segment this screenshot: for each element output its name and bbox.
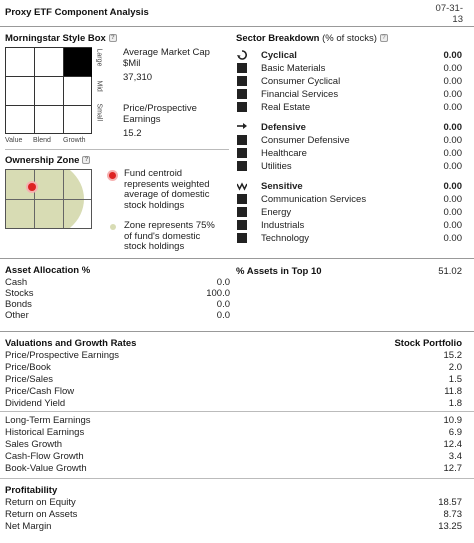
zone-legend-line: of fund's domestic	[124, 230, 201, 242]
sector-title-text: Sector Breakdown	[236, 33, 320, 44]
asset-cash-value: 0.0	[216, 277, 230, 288]
help-icon[interactable]: ?	[109, 34, 117, 42]
top10-label: % Assets in Top 10	[236, 266, 322, 277]
avg-market-cap-label2: $Mil	[123, 58, 141, 69]
section-divider	[0, 258, 474, 259]
avg-market-cap-label1: Average Market Cap	[123, 47, 210, 58]
grid-line	[34, 48, 35, 133]
valuation-row-value: 2.0	[448, 362, 462, 373]
growth-row-value: 12.7	[443, 463, 462, 474]
sector-industrials: Industrials	[261, 220, 305, 231]
valuation-row-label: Dividend Yield	[5, 398, 66, 409]
sector-communication-services: Communication Services	[261, 194, 367, 205]
zone-legend-line: Zone represents 75%	[124, 220, 215, 231]
grid-line	[6, 105, 91, 106]
bottom-label-value: Value	[5, 137, 23, 144]
section-divider	[0, 478, 474, 479]
profitability-title: Profitability	[5, 485, 58, 496]
style-box-filled-cell	[64, 48, 92, 77]
asset-cash-label: Cash	[5, 277, 28, 288]
valuation-row-label: Price/Cash Flow	[5, 386, 75, 397]
ownership-zone-title	[5, 155, 90, 166]
sector-financial-services: Financial Services	[261, 89, 339, 100]
sector-energy-value: 0.00	[443, 207, 462, 218]
sector-group-sensitive-value: 0.00	[443, 181, 462, 192]
sector-industrials-value: 0.00	[443, 220, 462, 231]
sector-subtitle: (% of stocks)	[322, 33, 377, 44]
help-icon[interactable]: ?	[380, 34, 388, 42]
valuation-row-value: 1.8	[448, 398, 462, 409]
avg-market-cap	[123, 47, 210, 83]
centroid-legend	[124, 169, 210, 211]
communication-services-icon	[237, 194, 247, 204]
top10-value: 51.02	[438, 266, 462, 277]
sector-basic-materials-value: 0.00	[443, 63, 462, 74]
style-box-grid	[5, 47, 92, 134]
sensitive-icon	[237, 181, 247, 191]
side-label-mid: Mid	[95, 80, 103, 92]
grid-line	[63, 48, 64, 133]
technology-icon	[237, 233, 247, 243]
profitability-row-value: 18.57	[438, 497, 462, 508]
sector-utilities: Utilities	[261, 161, 292, 172]
zone-legend-icon	[110, 224, 116, 230]
report-date-line2: 13	[452, 14, 463, 25]
help-icon[interactable]: ?	[82, 156, 90, 164]
defensive-icon	[237, 121, 247, 131]
centroid-legend-line: average of domestic	[124, 189, 210, 200]
sector-communication-services-value: 0.00	[443, 194, 462, 205]
avg-market-cap-value: 37,310	[123, 72, 153, 83]
valuation-row-value: 15.2	[443, 350, 462, 361]
bottom-label-growth: Growth	[63, 137, 86, 144]
style-box-title-text: Morningstar Style Box	[5, 33, 106, 44]
valuations-column-header: Stock Portfolio	[394, 338, 462, 349]
side-label-small: Small	[95, 103, 103, 122]
zone-legend-line: stock holdings	[124, 241, 185, 252]
sector-healthcare: Healthcare	[261, 148, 307, 159]
sector-real-estate: Real Estate	[261, 102, 311, 113]
profitability-row-label: Return on Equity	[5, 497, 76, 508]
zone-legend	[124, 221, 215, 253]
valuation-row-label: Price/Book	[5, 362, 51, 373]
growth-row-label: Sales Growth	[5, 439, 63, 450]
sector-group-defensive-value: 0.00	[443, 122, 462, 133]
pe-ratio-label2: Earnings	[123, 114, 161, 125]
profitability-row-value: 8.73	[443, 509, 462, 520]
basic-materials-icon	[237, 63, 247, 73]
side-label-large: Large	[95, 48, 103, 67]
asset-other-label: Other	[5, 310, 29, 321]
sector-technology-value: 0.00	[443, 233, 462, 244]
sector-consumer-cyclical-value: 0.00	[443, 76, 462, 87]
bottom-label-blend: Blend	[33, 137, 51, 144]
asset-stocks-value: 100.0	[206, 288, 230, 299]
sector-group-cyclical-value: 0.00	[443, 50, 462, 61]
consumer-cyclical-icon	[237, 76, 247, 86]
growth-row-label: Historical Earnings	[5, 427, 85, 438]
report-title: Proxy ETF Component Analysis	[5, 7, 149, 18]
growth-row-value: 6.9	[448, 427, 462, 438]
section-divider	[0, 331, 474, 332]
growth-row-value: 12.4	[443, 439, 462, 450]
valuations-title: Valuations and Growth Rates	[5, 338, 137, 349]
growth-row-value: 3.4	[448, 451, 462, 462]
consumer-defensive-icon	[237, 135, 247, 145]
fund-centroid-marker	[28, 183, 36, 191]
centroid-legend-line: stock holdings	[124, 199, 185, 211]
centroid-legend-icon	[109, 172, 116, 179]
asset-allocation-title: Asset Allocation %	[5, 265, 91, 276]
sector-group-cyclical: Cyclical	[261, 50, 297, 61]
ownership-zone-title-text: Ownership Zone	[5, 155, 80, 166]
real-estate-icon	[237, 102, 247, 112]
asset-stocks-label: Stocks	[5, 288, 34, 299]
pe-ratio	[123, 103, 197, 139]
asset-bonds-value: 0.0	[216, 299, 230, 310]
report-date-line1: 07-31-	[435, 3, 463, 14]
sector-technology: Technology	[261, 233, 310, 244]
grid-line	[6, 76, 91, 77]
centroid-legend-line: represents weighted	[124, 178, 210, 190]
sector-utilities-value: 0.00	[443, 161, 462, 172]
style-box-divider	[5, 149, 229, 150]
sector-title	[236, 33, 388, 44]
industrials-icon	[237, 220, 247, 230]
centroid-legend-line: Fund centroid	[124, 168, 183, 179]
utilities-icon	[237, 161, 247, 171]
profitability-row-label: Net Margin	[5, 521, 52, 532]
sector-consumer-defensive: Consumer Defensive	[261, 135, 350, 146]
zone-grid-line	[6, 199, 92, 200]
financial-services-icon	[237, 89, 247, 99]
ownership-zone-chart	[5, 169, 92, 229]
sector-basic-materials: Basic Materials	[261, 63, 326, 74]
valuation-row-value: 1.5	[448, 374, 462, 385]
sector-consumer-cyclical: Consumer Cyclical	[261, 76, 341, 87]
sector-consumer-defensive-value: 0.00	[443, 135, 462, 146]
growth-row-label: Book-Value Growth	[5, 463, 87, 474]
growth-row-label: Long-Term Earnings	[5, 415, 91, 426]
pe-ratio-label1: Price/Prospective	[123, 103, 197, 114]
profitability-row-value: 13.25	[438, 521, 462, 532]
growth-row-value: 10.9	[443, 415, 462, 426]
asset-other-value: 0.0	[216, 310, 230, 321]
profitability-row-label: Return on Assets	[5, 509, 78, 520]
report-date	[425, 3, 463, 25]
healthcare-icon	[237, 148, 247, 158]
valuation-row-value: 11.8	[444, 386, 462, 397]
header-divider	[0, 26, 474, 27]
pe-ratio-value: 15.2	[123, 128, 142, 139]
valuation-divider	[0, 411, 474, 412]
sector-healthcare-value: 0.00	[443, 148, 462, 159]
sector-group-sensitive: Sensitive	[261, 181, 303, 192]
valuation-row-label: Price/Prospective Earnings	[5, 350, 120, 361]
style-box-title	[5, 33, 117, 44]
style-box-side-labels	[93, 47, 105, 134]
asset-bonds-label: Bonds	[5, 299, 32, 310]
sector-energy: Energy	[261, 207, 292, 218]
sector-group-defensive: Defensive	[261, 122, 306, 133]
energy-icon	[237, 207, 247, 217]
valuation-row-label: Price/Sales	[5, 374, 54, 385]
sector-financial-services-value: 0.00	[443, 89, 462, 100]
sector-real-estate-value: 0.00	[443, 102, 462, 113]
cyclical-icon	[237, 50, 247, 60]
growth-row-label: Cash-Flow Growth	[5, 451, 84, 462]
